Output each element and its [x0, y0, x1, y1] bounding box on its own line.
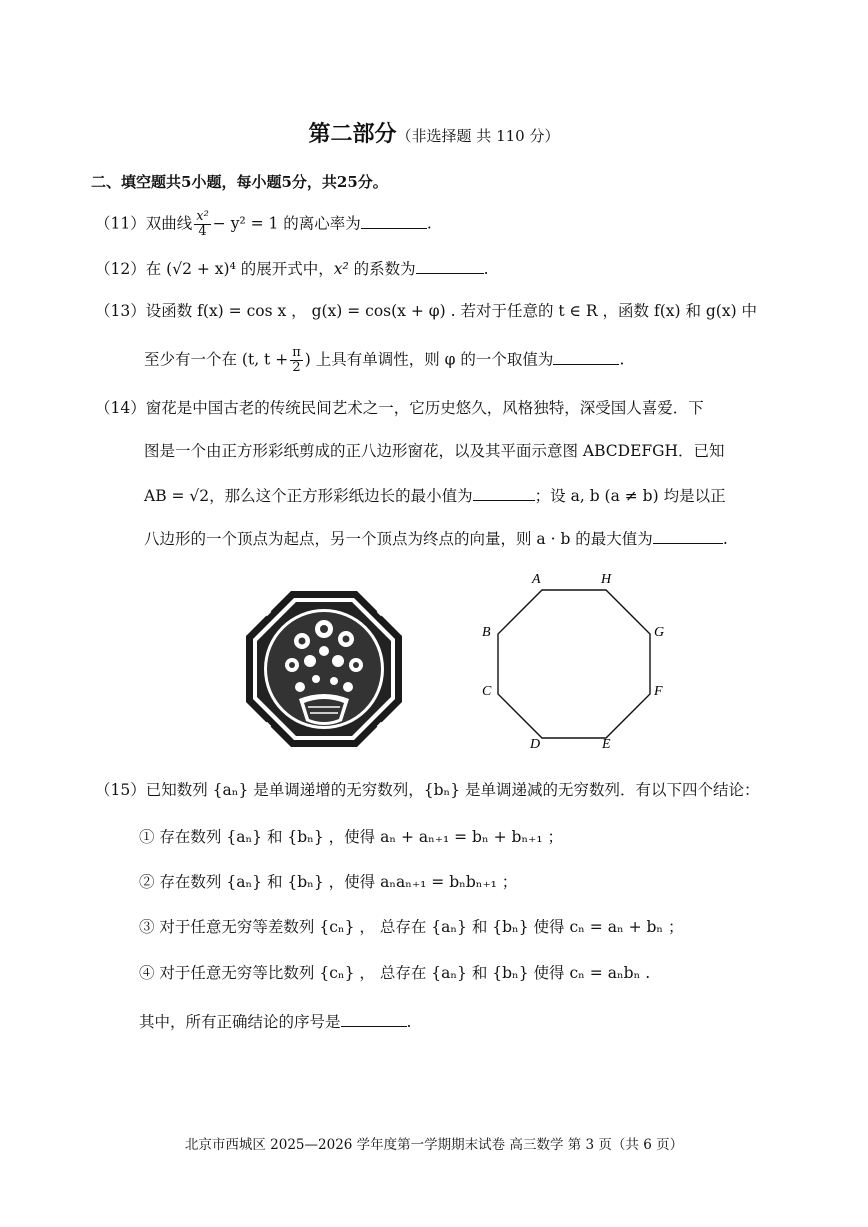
q13-line1: 设函数 f(x) = cos x ， g(x) = cos(x + φ) . 若对于任意的 t ∈ R ，函数 f(x) 和 g(x) 中 — [145, 302, 758, 320]
q12-text-end: . — [483, 260, 489, 278]
q13-number: （13） — [95, 302, 146, 320]
q12-text-before: 在 (√2 + x)⁴ 的展开式中， — [145, 260, 334, 278]
q12-var: x² — [333, 260, 349, 278]
q11-frac-den: 4 — [198, 224, 207, 239]
q15-conclusion-text: 其中，所有正确结论的序号是 — [139, 1013, 341, 1031]
q15-answer-blank[interactable] — [341, 1012, 407, 1027]
label-C: C — [482, 684, 492, 699]
q13-text-end: . — [619, 350, 625, 369]
label-B: B — [482, 625, 491, 640]
q15-statement-2: ② 存在数列 {aₙ} 和 {bₙ} ，使得 aₙaₙ₊₁ = bₙbₙ₊₁ ； — [139, 873, 518, 891]
q14-line3-after: ；设 a, b (a ≠ b) 均是以正 — [534, 487, 726, 505]
window-flower-papercut-image — [244, 589, 404, 753]
q11-frac-num: x² — [196, 209, 209, 224]
papercut-svg — [244, 589, 404, 749]
label-F: F — [654, 684, 663, 699]
question-14-line3 — [144, 485, 726, 507]
question-13-line2 — [144, 346, 624, 375]
q15-statement-4: ④ 对于任意无穷等比数列 {cₙ} ， 总存在 {aₙ} 和 {bₙ} 使得 cₙ = aₙbₙ . — [139, 964, 651, 982]
q14-number: （14） — [95, 399, 146, 417]
q13-line2-after: ) 上具有单调性，则 φ 的一个取值为 — [304, 350, 554, 369]
q11-number: （11） — [95, 214, 146, 233]
section-heading: 二、填空题共5小题，每小题5分，共25分。 — [91, 173, 388, 191]
octagon-diagram — [470, 566, 690, 760]
label-G: G — [654, 625, 665, 640]
q14-answer-blank-2[interactable] — [653, 529, 723, 544]
q11-text-before: 双曲线 — [145, 214, 193, 233]
q14-line4: 八边形的一个顶点为起点，另一个顶点为终点的向量，则 a · b 的最大值为 — [144, 530, 653, 548]
q12-answer-blank[interactable] — [416, 259, 484, 274]
q14-line2: 图是一个由正方形彩纸剪成的正八边形窗花，以及其平面示意图 ABCDEFGH．已知 — [144, 442, 725, 460]
q15-line1: 已知数列 {aₙ} 是单调递增的无穷数列，{bₙ} 是单调递减的无穷数列．有以下四个结论： — [145, 781, 760, 799]
label-A: A — [532, 572, 541, 587]
q12-text-after: 的系数为 — [348, 260, 416, 278]
q15-statement-3: ③ 对于任意无穷等差数列 {cₙ} ， 总存在 {aₙ} 和 {bₙ} 使得 cₙ = aₙ + bₙ ； — [139, 918, 684, 936]
page-footer: 北京市西城区 2025—2026 学年度第一学期期末试卷 高三数学 第 3 页（共 6 页） — [184, 1137, 684, 1153]
q15-conclusion — [139, 1011, 411, 1033]
q11-fraction — [194, 210, 211, 239]
label-D: D — [530, 737, 541, 752]
part-title — [0, 117, 868, 148]
q13-frac-den: 2 — [292, 360, 301, 375]
question-12 — [95, 258, 489, 280]
q11-text-mid: − y² = 1 的离心率为 — [212, 214, 361, 233]
q14-text-end: . — [722, 530, 728, 548]
q13-frac-num: π — [292, 345, 301, 360]
q14-answer-blank-1[interactable] — [473, 486, 535, 501]
q15-text-end: . — [406, 1013, 412, 1031]
q14-line1: 窗花是中国古老的传统民间艺术之一，它历史悠久，风格独特，深受国人喜爱．下 — [145, 399, 704, 417]
question-13-line1 — [95, 300, 757, 322]
label-E: E — [602, 737, 611, 752]
octagon-svg — [470, 566, 690, 756]
q15-number: （15） — [95, 781, 146, 799]
question-11 — [95, 210, 432, 239]
q13-line2-before: 至少有一个在 (t, t + — [144, 350, 289, 369]
q15-statement-1: ① 存在数列 {aₙ} 和 {bₙ} ，使得 aₙ + aₙ₊₁ = bₙ + bₙ₊₁ ； — [139, 828, 563, 846]
q11-text-end: . — [426, 214, 432, 233]
q13-answer-blank[interactable] — [553, 350, 619, 365]
q11-answer-blank[interactable] — [361, 214, 427, 229]
q14-line3-before: AB = √2，那么这个正方形彩纸边长的最小值为 — [144, 487, 473, 505]
part-title-subtitle: （非选择题 共 110 分） — [396, 127, 560, 145]
part-title-main: 第二部分 — [308, 121, 397, 147]
question-14-line1 — [95, 397, 704, 419]
question-15-line1 — [95, 779, 760, 801]
q12-number: （12） — [95, 260, 146, 278]
q13-fraction — [290, 346, 303, 375]
label-H: H — [601, 572, 612, 587]
question-14-line4 — [144, 528, 728, 550]
